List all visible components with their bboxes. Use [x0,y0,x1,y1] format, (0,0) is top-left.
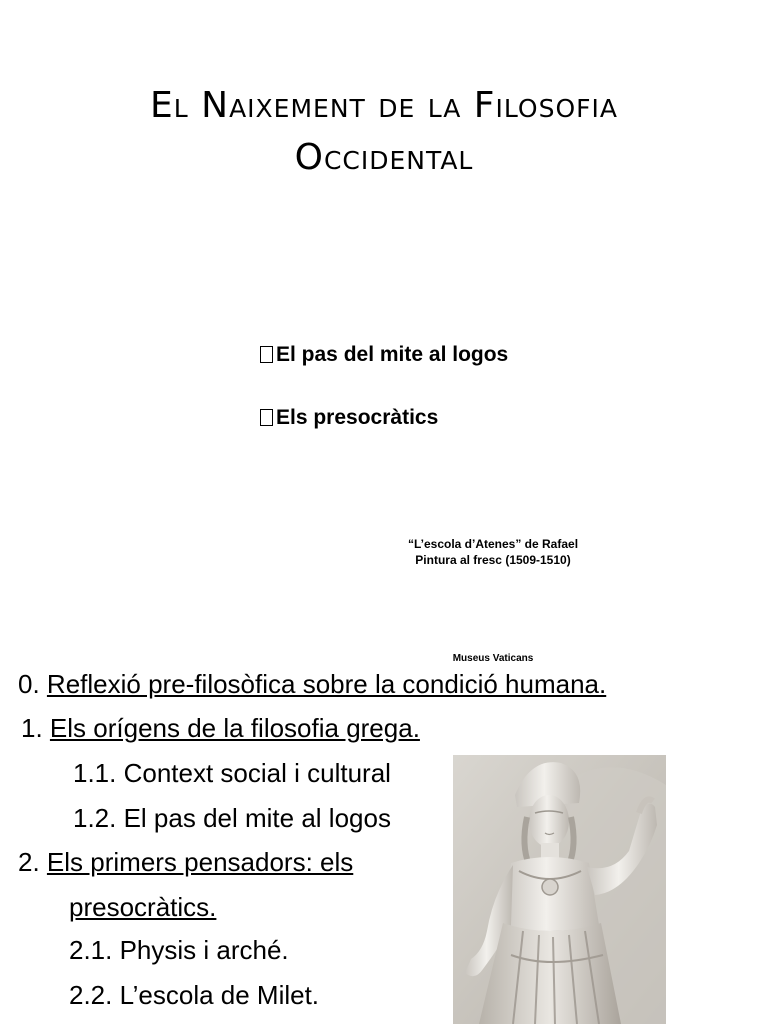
toc-text: Els primers pensadors: els [46,847,354,877]
bullet-box-icon [260,346,273,363]
toc-text: Reflexió pre-filosòfica sobre la condició humana. [46,669,607,699]
bullet-box-icon [260,409,273,426]
title-line-1: El Naixement de la Filosofia [150,85,618,126]
toc-text: 2.1. Physis i arché. [69,935,289,965]
toc-item [69,891,216,923]
title-line-2: Occidental [294,137,474,178]
page-title [0,80,768,184]
bullet-text: Els presocràtics [276,406,439,429]
toc-text: 2.2. L’escola de Milet. [69,980,320,1010]
toc-text: presocràtics. [69,892,217,922]
toc-item [73,757,391,789]
bullet-item [260,405,438,431]
caption-line-2: Pintura al fresc (1509-1510) [415,553,571,567]
toc-text: 1.1. Context social i cultural [73,758,391,788]
toc-number: 1. [21,713,43,743]
toc-item [21,712,420,744]
bullet-text: El pas del mite al logos [276,343,509,366]
toc-text: 1.2. El pas del mite al logos [73,803,391,833]
image-caption [383,536,603,568]
toc-item [18,846,353,878]
toc-number: 2. [18,847,40,877]
museum-caption: Museus Vaticans [452,653,534,664]
toc-text: Els orígens de la filosofia grega. [49,713,420,743]
caption-line-1: “L’escola d’Atenes” de Rafael [407,537,579,551]
athena-statue-image [453,755,666,1024]
toc-item [69,934,289,966]
toc-item [69,979,319,1011]
toc-item [18,668,606,700]
toc-number: 0. [18,669,40,699]
bullet-item [260,342,508,368]
toc-item [73,802,391,834]
